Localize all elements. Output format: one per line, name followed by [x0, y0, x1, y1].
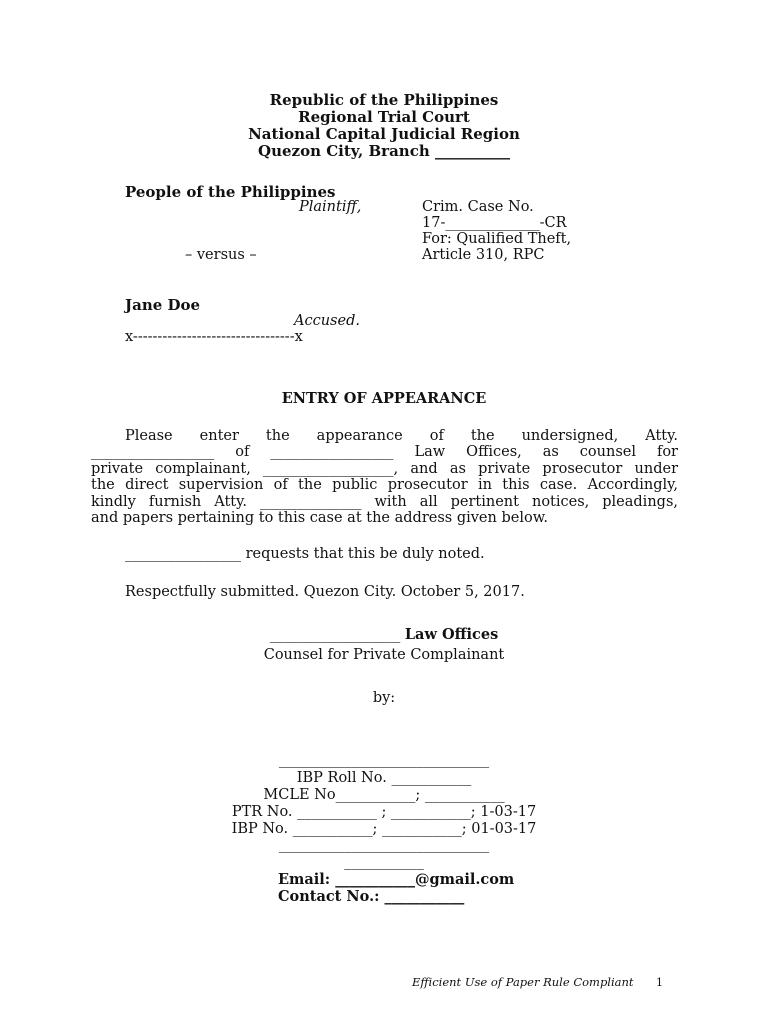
accused-name: Jane Doe: [125, 296, 201, 314]
plaintiff-name: People of the Philippines: [125, 183, 336, 201]
law-office-label: Law Offices: [404, 626, 499, 643]
body-paragraph-3: Respectfully submitted. Quezon City. October 5, 2017.: [125, 584, 525, 600]
by-label: by:: [372, 690, 396, 706]
address-line-1: _____________________________: [278, 837, 490, 853]
law-office-line: [0, 626, 768, 643]
case-number-label: Crim. Case No.: [422, 199, 534, 215]
accused-role: Accused.: [294, 313, 360, 329]
document-title: ENTRY OF APPEARANCE: [281, 390, 487, 407]
case-article: Article 310, RPC: [422, 247, 545, 263]
para1-line: Please enter the appearance of the undersigned, Atty.: [125, 428, 678, 444]
case-number-value: 17-_____________-CR: [422, 215, 567, 231]
court-header-branch: Quezon City, Branch __________: [258, 142, 510, 160]
para1-line: _________________ of _________________ Law Offices, as counsel for: [91, 444, 678, 461]
ibp-number: IBP No. ___________; ___________; 01-03-17: [231, 821, 537, 837]
versus-label: – versus –: [185, 247, 257, 263]
case-offense: For: Qualified Theft,: [422, 231, 572, 247]
law-office-blank: __________________: [269, 627, 401, 643]
address-line-2: ___________: [344, 854, 424, 870]
ptr-number: PTR No. ___________ ; ___________; 1-03-17: [231, 804, 537, 820]
para1-line: private complainant, __________________, and as private prosecutor under: [91, 460, 678, 477]
para1-line: the direct supervision of the public prosecutor in this case. Accordingly,: [91, 477, 678, 494]
court-header-region: National Capital Judicial Region: [248, 125, 520, 143]
mcle-number: MCLE No___________; ___________: [263, 787, 505, 803]
footer-compliance-note: Efficient Use of Paper Rule Compliant: [412, 975, 634, 989]
court-header-republic: Republic of the Philippines: [269, 91, 499, 109]
signature-line: _____________________________: [278, 752, 490, 768]
para1-line: and papers pertaining to this case at the address given below.: [91, 510, 548, 527]
ibp-roll-number: IBP Roll No. ___________: [296, 770, 472, 786]
counsel-label: Counsel for Private Complainant: [263, 647, 505, 663]
email-line: Email: ___________@gmail.com: [278, 871, 515, 888]
para1-line: kindly furnish Atty. ______________ with all pertinent notices, pleadings,: [91, 493, 678, 510]
plaintiff-role: Plaintiff,: [299, 199, 362, 215]
body-paragraph-1: [91, 428, 678, 526]
contact-number: Contact No.: ___________: [278, 888, 465, 905]
body-paragraph-2: ________________ requests that this be duly noted.: [125, 546, 485, 562]
page-number: 1: [656, 976, 663, 989]
court-header-rtc: Regional Trial Court: [298, 108, 470, 126]
caption-separator: x---------------------------------x: [125, 329, 303, 345]
